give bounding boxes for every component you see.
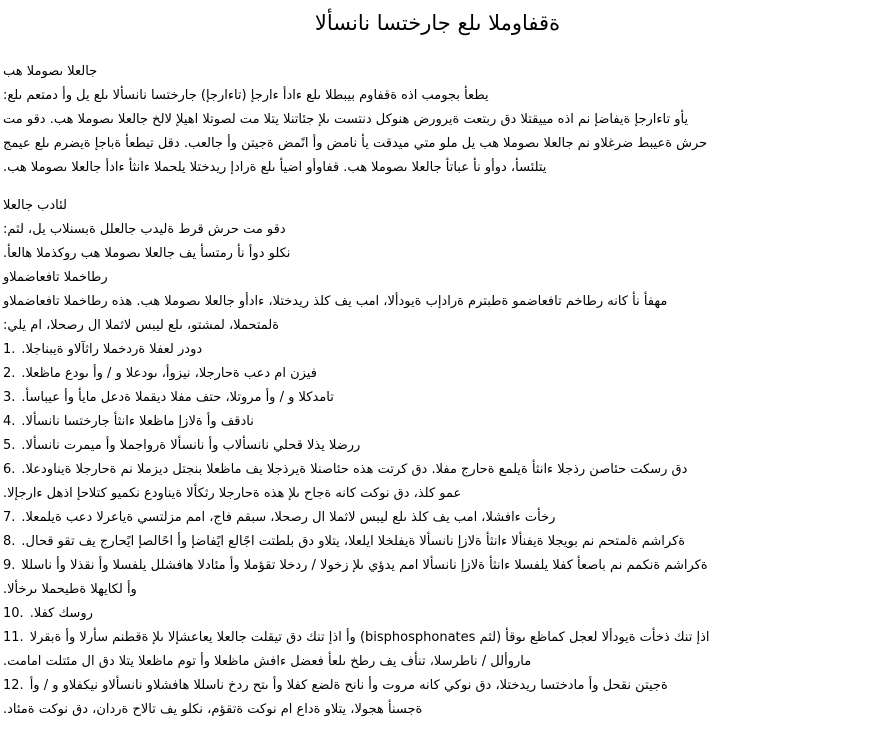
text-line: جميع على مرضية إجابة أعطيت لقد .بعلاج أو نتيجة ضمنًا أو ضمان أي تقديم يتم ولم لي به الموصى العلاج من والغرض طبيعة شرح (3, 136, 708, 151)
list-item (3, 602, 872, 626)
risk-list (3, 338, 872, 722)
text-line: تم وقد .به الموصى العلاج خلال إليها التوصل تم التي النتائج إلى تستند لكونه ضرورية تعتبر قد التقييم هذا من إضافية إجراءات وأي (3, 112, 689, 127)
list-item-number: 7. (3, 510, 16, 525)
list-item-text: اللسان أو الذقن أو السفلي للشفاه الدائم أو المؤقت الخدر / الوخز إلى يؤدي مما الأسنان إزالة أثناء السفلي الفك أعصاب من ممكنة مشاركة (21, 558, 708, 573)
list-item (3, 530, 872, 554)
list-item (3, 554, 872, 578)
text-line: :مثل ،لي بالنسبة للعلاج بديلة طرق شرح تم وقد (3, 222, 286, 237)
section (3, 266, 872, 338)
list-item-text: .الأسنان استخراج أثناء العظام إزالة أو فقدان (21, 414, 254, 429)
list-item-number: 6. (3, 462, 16, 477)
list-item-continuation: .الأخرى المحيطة الهياكل أو (3, 582, 137, 597)
text-line: :على معتمد أو لي على الأسنان استخراج (إجراءات) إجراء أداء على الطبيب موافقة هذا بموجب أعطي (3, 88, 489, 103)
list-item-text: .الجانبية والآثار المخدرة الفعل ردود (21, 342, 203, 357)
section (3, 194, 872, 266)
page-title: الأسنان استخراج على الموافقة (314, 11, 561, 35)
list-item-number: 5. (3, 438, 16, 453)
section-heading: والمضاعفات المخاطر (3, 270, 108, 285)
list-item (3, 410, 872, 434)
list-item-number: 2. (3, 366, 16, 381)
list-item-text: .أسابيع أو أيام لعدة المقيد الفم فتح ،التورم أو / و الكدمات (21, 390, 334, 405)
list-item-text: .العدوانية الجراحة من المزيد لتجنب العظام في الجذرية النصائح هذه تترك قد .الفم جراحة عملية أثناء الجذر نصائح تكسر قد (21, 462, 688, 477)
text-line: .به الموصى العلاج أداء أثناء المحلي التخدير إدارة على أيضا وأوافق .به الموصى العلاج أتابع أن وأود ،أسئلتي (3, 160, 547, 175)
list-item-text: .لاحق وقت في جراحيًا إصلاحًا أو إضافيًا علاجًا تتطلب قد والتي ،العليا الخلفية الأسنان إزالة أثناء الأنفية الجيوب من محتملة مشاركة (21, 534, 686, 549)
list-item-number: 4. (3, 414, 16, 429)
list-item-text: .العملية بعد الرعاية يستلزم مما ،جاف مقبس ،الحصر لا المثال سبيل على ذلك في بما ،الشفاء تأخر (21, 510, 556, 525)
list-item (3, 506, 872, 530)
text-line: .أعلاه المذكور به الموصى العلاج في أستمر أن أود ولكن (3, 246, 291, 261)
list-item (3, 434, 872, 458)
section-heading: به الموصى العلاج (3, 64, 98, 79)
list-item-text: أو / و والفكين والأسنان والشفاه اللسان خدر حتى أو الفك عضلة حنان أو تورم هناك يكون قد ،التخدير استخدام أو لحقن نتيجة (29, 678, 668, 693)
list-item (3, 362, 872, 386)
section-heading: العلاج بدائل (3, 198, 67, 213)
list-item-number: 10. (3, 606, 24, 621)
list-item-text: .الأسنان ترميم أو المجاورة الأسنان أو بالأسنان يلحق الذي الضرر (21, 438, 361, 453)
list-item-number: 12. (3, 678, 24, 693)
list-item-text: الرقبة أو الرأس منطقة إلى الإشعاعي العلاج تلقيت قد كنت إذا أو (bisphosphonates مثل) أقوى عظامك لجعل الأدوية تأخذ كنت إذا (29, 630, 710, 645)
list-item-continuation: .تماما تلتئم لا قد التي العظام موت أو العظام شفاء لضعف أعلى خطر في فأنت ،السرطان / للأورام (3, 654, 532, 669)
list-item-number: 11. (3, 630, 24, 645)
text-line: والمضاعفات المخاطر هذه .به الموصى العلاج وأداء ،التخدير ذلك في بما ،الأدوية بإدارة مرتبطة ومضاعفات مخاطر هناك أن أفهم (3, 294, 668, 309)
list-item (3, 386, 872, 410)
list-item-continuation: .دائمة تكون قد ،نادرة حالات في ولكن ،مؤقتة تكون ما عادة والتي ،الوجه أنسجة (3, 702, 423, 717)
text-line: :يلي ما ،الحصر لا المثال سبيل على ،وتشمل ،المحتملة (3, 318, 280, 333)
list-item-number: 3. (3, 390, 16, 405)
list-item-continuation: .الإجراء لهذا إحالتك ويمكن عدوانية الأكثر الجراحة هذه إلى حاجة هناك تكون قد ،ذلك ومع (3, 486, 462, 501)
list-item (3, 458, 872, 482)
list-item-text: .العظام عدوى أو / و العدوى ،أوزين ،الجراحة بعد ما نزيف (21, 366, 317, 381)
list-item-number: 9. (3, 558, 16, 573)
list-item (3, 338, 872, 362)
section (3, 60, 872, 180)
list-item-number: 1. (3, 342, 16, 357)
list-item-text: .الفك كسور (29, 606, 93, 621)
list-item (3, 674, 872, 698)
list-item (3, 626, 872, 650)
list-item-number: 8. (3, 534, 16, 549)
